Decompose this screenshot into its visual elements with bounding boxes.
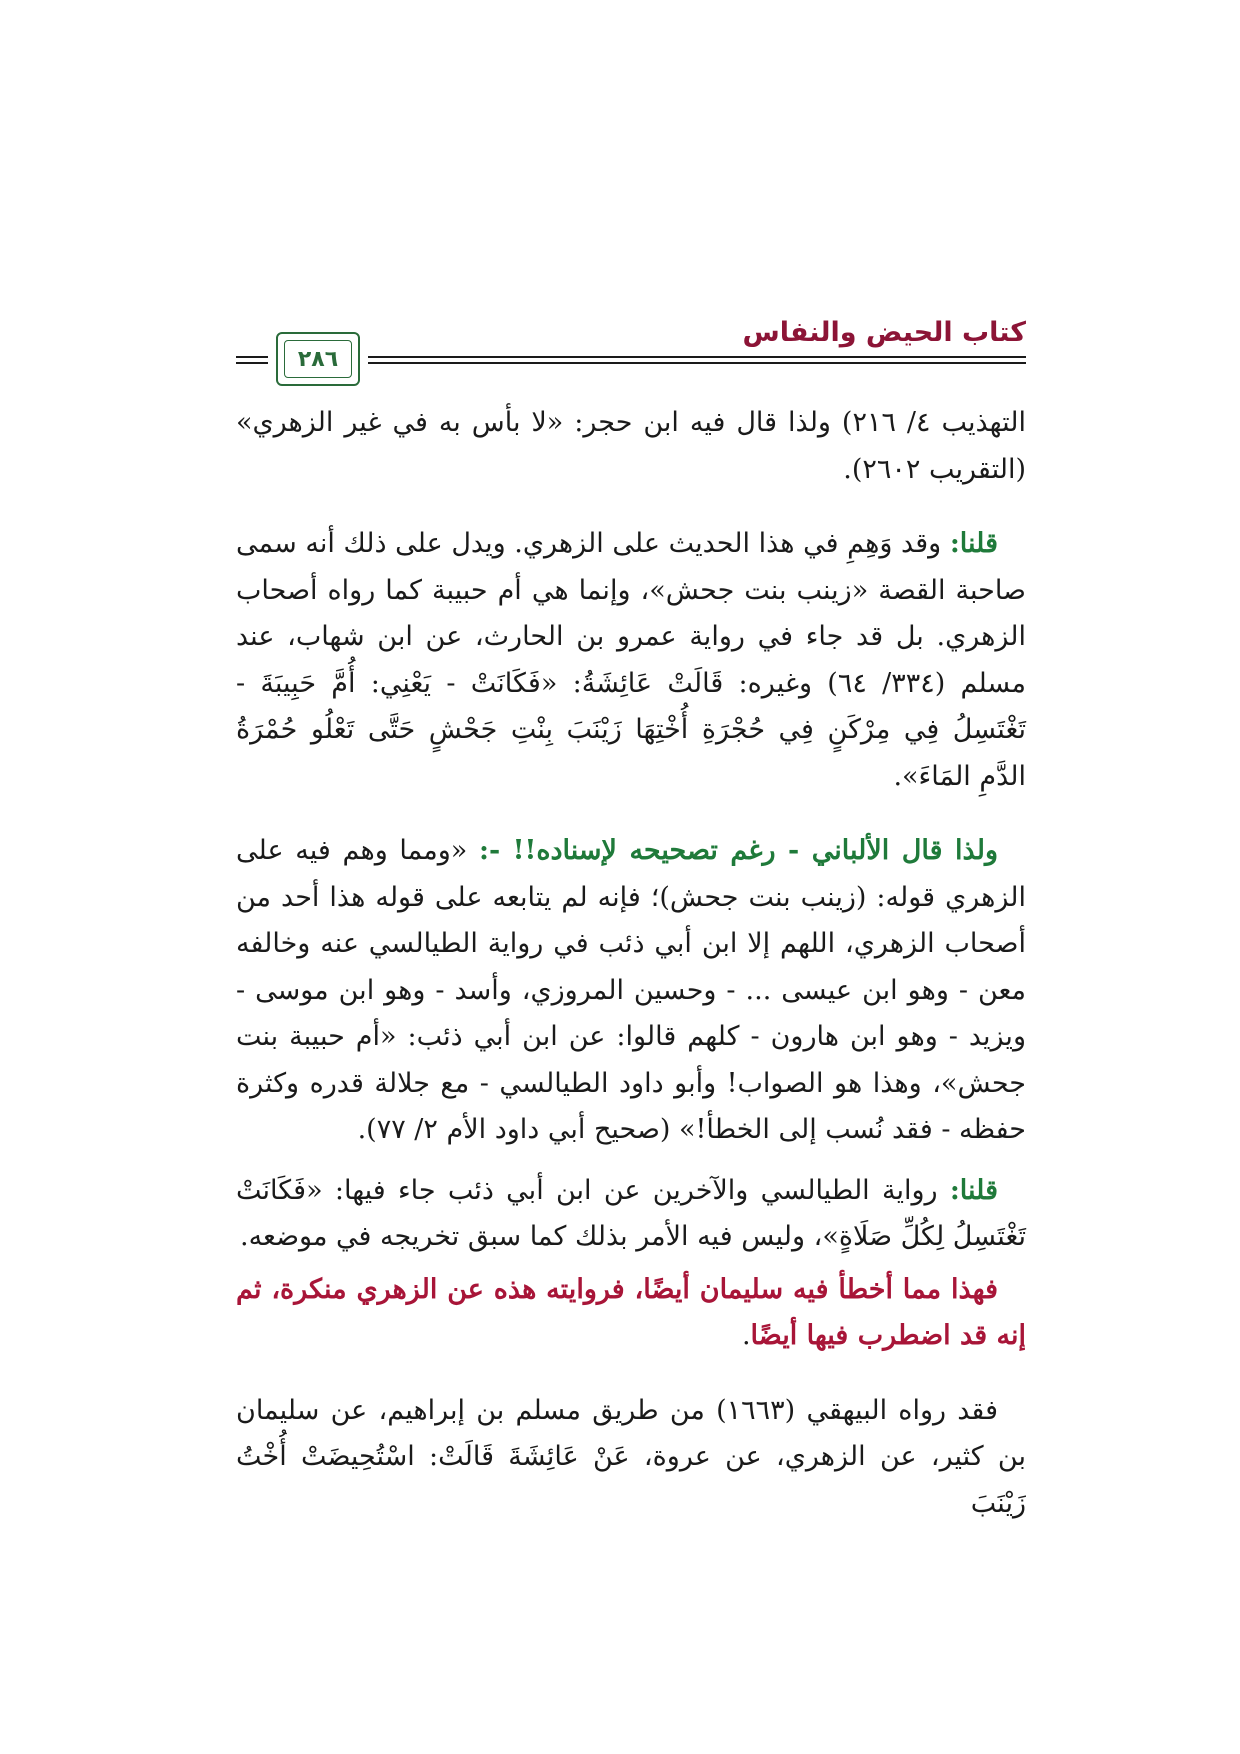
albani-label: ولذا قال الألباني - رغم تصحيحه لإسناده!! -: bbox=[478, 835, 998, 866]
header-rule bbox=[368, 362, 1026, 364]
qulna-label: قلنا: bbox=[949, 1174, 998, 1206]
book-title: كتاب الحيض والنفاس bbox=[742, 317, 1026, 348]
paragraph-continuation: التهذيب ٤/ ٢١٦) ولذا قال فيه ابن حجر: «لا بأس به في غير الزهري» (التقريب ٢٦٠٢). bbox=[236, 407, 1026, 485]
page-header bbox=[236, 318, 1026, 390]
paragraph-gap bbox=[236, 800, 1026, 828]
paragraph-qulna-2 bbox=[236, 1168, 1026, 1261]
paragraph-text: «ومما وهم فيه على الزهري قوله: (زينب بنت جحش)؛ فإنه لم يتابعه على قوله هذا أحد من أصحاب الزهري، اللهم إلا ابن أبي ذئب في رواية الطيالسي عنه وخالفه معن - وهو ابن عيسى ... - وحسين المروزي، وأسد - وهو ابن موسى - ويزيد - وهو ابن هارون - كلهم قالوا: عن ابن أبي ذئب: «أم حبيبة بنت جحش»، وهذا هو الصواب! وأبو داود الطيالسي - مع جلالة قدره وكثرة حفظه - فقد نُسب إلى الخطأ!» (صحيح أبي داود الأم ٢/ ٧٧). bbox=[236, 835, 1026, 1145]
page-body bbox=[236, 400, 1026, 1527]
paragraph-gap bbox=[236, 493, 1026, 521]
paragraph-gap bbox=[236, 1154, 1026, 1168]
page-number: ٢٨٦ bbox=[284, 340, 352, 378]
paragraph-text: وقد وَهِمِ في هذا الحديث على الزهري. ويدل على ذلك أنه سمى صاحبة القصة «زينب بنت جحش»، وإنما هي أم حبيبة كما رواه أصحاب الزهري. بل قد جاء في رواية عمرو بن الحارث، عن ابن شهاب، عند مسلم (٣٣٤/ ٦٤) وغيره: قَالَتْ عَائِشَةُ: «فَكَانَتْ - يَعْنِي: أُمَّ حَبِيبَةَ - تَغْتَسِلُ فِي مِرْكَنٍ فِي حُجْرَةِ أُخْتِهَا زَيْنَبَ بِنْتِ جَحْشٍ حَتَّى تَعْلُو حُمْرَةُ الدَّمِ المَاءَ». bbox=[236, 528, 1026, 792]
header-rule bbox=[236, 362, 268, 364]
qulna-label: قلنا: bbox=[949, 528, 998, 559]
header-rule bbox=[236, 356, 268, 358]
conclusion-text: فهذا مما أخطأ فيه سليمان أيضًا، فروايته هذه عن الزهري منكرة، ثم إنه قد اضطرب فيها أيضًا bbox=[236, 1273, 1026, 1351]
paragraph-text: رواية الطيالسي والآخرين عن ابن أبي ذئب جاء فيها: «فَكَانَتْ تَغْتَسِلُ لِكُلِّ صَلَاةٍ»، وليس فيه الأمر بذلك كما سبق تخريجه في موضعه. bbox=[236, 1174, 1026, 1252]
conclusion-end: . bbox=[741, 1320, 751, 1351]
page-number-badge bbox=[276, 332, 360, 386]
paragraph-albani bbox=[236, 828, 1026, 1154]
paragraph-conclusion bbox=[236, 1267, 1026, 1360]
paragraph-bayhaqi: فقد رواه البيهقي (١٦٦٣) من طريق مسلم بن إبراهيم، عن سليمان بن كثير، عن الزهري، عن عروة، عَنْ عَائِشَةَ قَالَتْ: اسْتُحِيضَتْ أُخْتُ زَيْنَبَ bbox=[236, 1394, 1026, 1519]
header-rule bbox=[368, 356, 1026, 358]
paragraph-qulna-1 bbox=[236, 521, 1026, 800]
paragraph-gap bbox=[236, 1360, 1026, 1388]
